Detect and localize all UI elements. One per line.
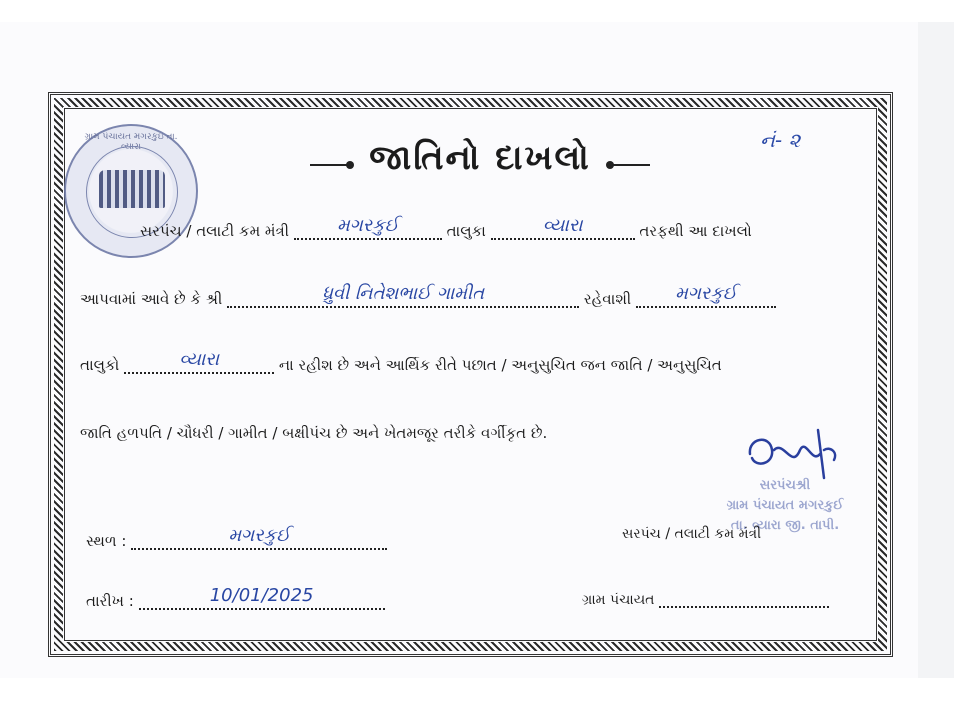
residence-value: મગરકુઈ — [675, 283, 737, 304]
certificate-heading — [270, 138, 690, 178]
taluka-label: તાલુકા — [446, 222, 486, 240]
scan-margin-top — [0, 0, 954, 22]
taluka-value: વ્યારા — [542, 215, 583, 236]
issuer-label: સરપંચ / તલાટી કમ મંત્રી — [140, 222, 290, 240]
date-value: 10/01/2025 — [209, 585, 314, 606]
place-line — [86, 525, 387, 550]
place-field — [131, 525, 387, 550]
name-field — [227, 283, 579, 308]
category-text: ના રહીશ છે અને આર્થિક રીતે પછાત / અનુસુચિત જન જાતિ / અનુસુચિત — [278, 356, 722, 374]
scan-margin-bottom — [0, 678, 954, 704]
gram-panchayat-field — [659, 590, 829, 608]
date-line — [86, 585, 385, 610]
gram-panchayat-label: ગ્રામ પંચાયત — [582, 592, 655, 608]
name-label: આપવામાં આવે છે કે શ્રી — [80, 290, 223, 308]
body-line-3 — [80, 349, 722, 374]
classification-text: જાતિ હળપતિ / ચૌધરી / ગામીત / બક્ષીપંચ છે અને ખેતમજૂર તરીકે વર્ગીકૃત છે. — [80, 424, 548, 442]
taluka2-field — [124, 349, 274, 374]
signatory-label: સરપંચ / તલાટી કમ મંત્રી — [622, 526, 762, 542]
gram-panchayat-line — [582, 590, 829, 608]
title-ornament-left-icon — [310, 164, 352, 166]
place-label: સ્થળ : — [86, 532, 127, 550]
title-ornament-right-icon — [608, 164, 650, 166]
certificate-title: જાતિનો દાખલો — [369, 138, 591, 178]
body-line-1 — [140, 215, 752, 240]
serial-number: નં- ૨ — [760, 128, 801, 152]
residence-label: રહેવાશી — [583, 290, 632, 308]
seal-emblem-icon — [99, 170, 165, 208]
body-line-2 — [80, 283, 776, 308]
seal-text: ગ્રામ પંચાયત મગરકુઇ તા. વ્યારા — [84, 132, 178, 152]
village-value: મગરકુઈ — [336, 215, 399, 236]
stamp-line-2: ગ્રામ પંચાયત મગરકુઈ — [726, 498, 844, 513]
date-field — [139, 585, 385, 610]
date-label: તારીખ : — [86, 592, 134, 610]
stamp-line-1: સરપંચશ્રી — [759, 478, 811, 493]
taluka2-value: વ્યારા — [179, 349, 219, 370]
stamp-line-3: તા. વ્યારા જી. તાપી. — [730, 518, 840, 533]
body-line-4 — [80, 424, 547, 442]
taluka2-label: તાલુકો — [80, 356, 120, 374]
residence-field — [636, 283, 776, 308]
village-field — [294, 215, 442, 240]
issuer-suffix: તરફથી આ દાખલો — [639, 222, 752, 240]
name-value: ધ્રુવી નિતેશભાઈ ગામીત — [322, 283, 485, 304]
place-value: મગરકુઈ — [228, 525, 291, 546]
taluka-field — [491, 215, 635, 240]
